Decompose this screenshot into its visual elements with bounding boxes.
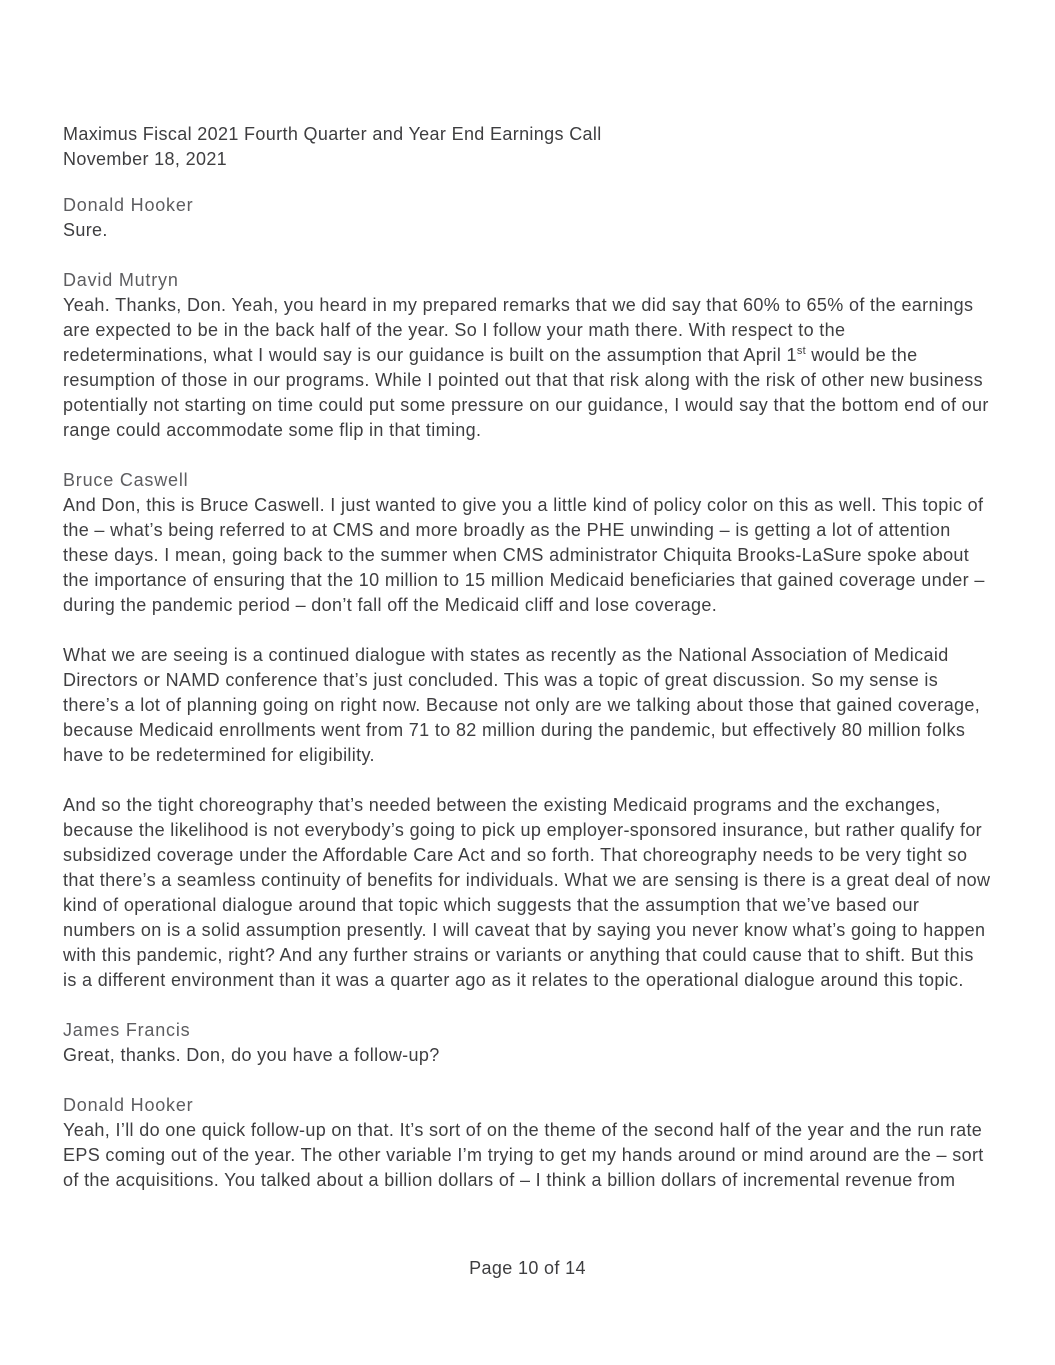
speaker-name: Bruce Caswell <box>63 470 189 490</box>
transcript-paragraph <box>63 293 992 443</box>
speaker-block <box>63 268 992 443</box>
speaker-block <box>63 1093 992 1193</box>
transcript-paragraph: Great, thanks. Don, do you have a follow-up? <box>63 1045 440 1065</box>
superscript-ordinal: st <box>796 345 806 357</box>
speaker-block <box>63 468 992 993</box>
document-date: November 18, 2021 <box>63 149 228 169</box>
speaker-name: Donald Hooker <box>63 1095 194 1115</box>
speaker-name: James Francis <box>63 1020 191 1040</box>
paragraph-segment: Yeah. Thanks, Don. Yeah, you heard in my prepared remarks that we did say that 60% to 65% of the earnings are expected to be in the back half of the year. So I follow your math there. With respect to the redeterminations, what I would say is our guidance is built on the assumption that April 1 <box>63 295 974 365</box>
transcript-paragraph: And so the tight choreography that’s needed between the existing Medicaid programs and the exchanges, because the likelihood is not everybody’s going to pick up employer-sponsored insurance, but rather qualify for subsidized coverage under the Affordable Care Act and so forth. That choreography needs to be very tight so that there’s a seamless continuity of benefits for individuals. What we are sensing is there is a great deal of now kind of operational dialogue around that topic which suggests that the assumption that we’ve based our numbers on is a solid assumption presently. I will caveat that by saying you never know what’s going to happen with this pandemic, right? And any further strains or variants or anything that could cause that to shift. But this is a different environment than it was a quarter ago as it relates to the operational dialogue around this topic. <box>63 795 991 990</box>
speaker-name: David Mutryn <box>63 270 179 290</box>
transcript-paragraph: Sure. <box>63 220 108 240</box>
transcript-paragraph: And Don, this is Bruce Caswell. I just wanted to give you a little kind of policy color on this as well. This topic of the – what’s being referred to at CMS and more broadly as the PHE unwinding – is getting a lot of attention these days. I mean, going back to the summer when CMS administrator Chiquita Brooks-LaSure spoke about the importance of ensuring that the 10 million to 15 million Medicaid beneficiaries that gained coverage under – during the pandemic period – don’t fall off the Medicaid cliff and lose coverage. <box>63 495 985 615</box>
transcript-paragraph: Yeah, I’ll do one quick follow-up on that. It’s sort of on the theme of the second half of the year and the run rate EPS coming out of the year. The other variable I’m trying to get my hands around or mind around are the – sort of the acquisitions. You talked about a billion dollars of – I think a billion dollars of incremental revenue from <box>63 1120 984 1190</box>
page-footer: Page 10 of 14 <box>469 1258 586 1278</box>
speaker-block <box>63 193 992 243</box>
transcript-paragraph: What we are seeing is a continued dialogue with states as recently as the National Association of Medicaid Directors or NAMD conference that’s just concluded. This was a topic of great discussion. So my sense is there’s a lot of planning going on right now. Because not only are we talking about those that gained coverage, because Medicaid enrollments went from 71 to 82 million during the pandemic, but effectively 80 million folks have to be redetermined for eligibility. <box>63 645 981 765</box>
speaker-name: Donald Hooker <box>63 195 194 215</box>
document-title: Maximus Fiscal 2021 Fourth Quarter and Year End Earnings Call <box>63 124 602 144</box>
document-header <box>63 122 992 172</box>
speaker-block <box>63 1018 992 1068</box>
document-content <box>63 122 992 1218</box>
paragraph-segment: would be the resumption of those in our programs. While I pointed out that that risk along with the risk of other new business potentially not starting on time could put some pressure on our guidance, I would say that the bottom end of our range could accommodate some flip in that timing. <box>63 345 989 440</box>
